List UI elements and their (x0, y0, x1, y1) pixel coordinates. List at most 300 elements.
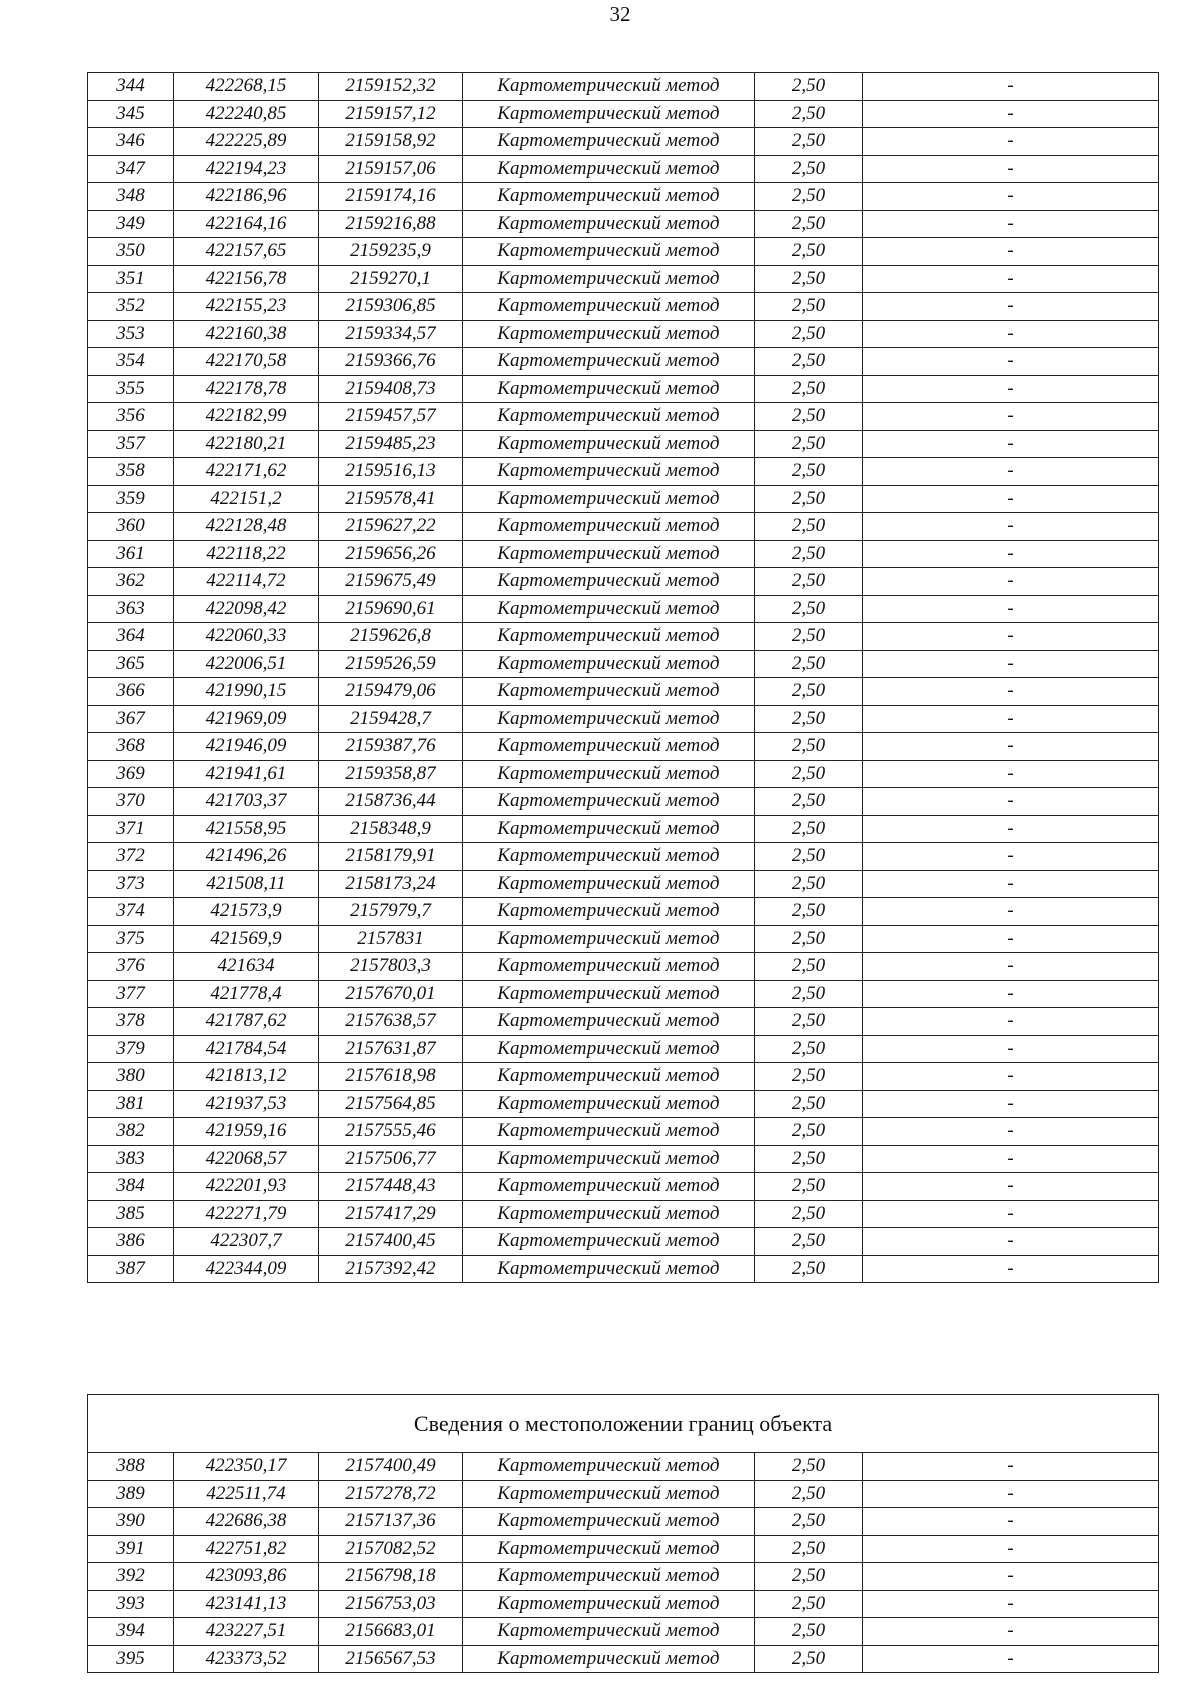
table-row (88, 953, 1159, 981)
table-row (88, 458, 1159, 486)
method-cell: Картометрический метод (463, 430, 755, 458)
y-coordinate-cell: 2158736,44 (319, 788, 463, 816)
table-row (88, 265, 1159, 293)
x-coordinate-cell: 421969,09 (174, 705, 319, 733)
y-coordinate-cell: 2159656,26 (319, 540, 463, 568)
x-coordinate-cell: 422194,23 (174, 155, 319, 183)
accuracy-cell: 2,50 (755, 650, 863, 678)
table-row (88, 155, 1159, 183)
point-number-cell: 395 (88, 1645, 174, 1673)
note-cell: - (863, 403, 1159, 431)
table-row (88, 733, 1159, 761)
accuracy-cell: 2,50 (755, 73, 863, 101)
note-cell: - (863, 265, 1159, 293)
method-cell: Картометрический метод (463, 1535, 755, 1563)
note-cell: - (863, 1535, 1159, 1563)
x-coordinate-cell: 422307,7 (174, 1228, 319, 1256)
point-number-cell: 377 (88, 980, 174, 1008)
note-cell: - (863, 430, 1159, 458)
point-number-cell: 390 (88, 1508, 174, 1536)
table-row (88, 705, 1159, 733)
x-coordinate-cell: 422225,89 (174, 128, 319, 156)
y-coordinate-cell: 2157400,45 (319, 1228, 463, 1256)
y-coordinate-cell: 2157506,77 (319, 1145, 463, 1173)
table-row (88, 293, 1159, 321)
point-number-cell: 393 (88, 1590, 174, 1618)
note-cell: - (863, 293, 1159, 321)
accuracy-cell: 2,50 (755, 1145, 863, 1173)
y-coordinate-cell: 2156798,18 (319, 1563, 463, 1591)
x-coordinate-cell: 421569,9 (174, 925, 319, 953)
y-coordinate-cell: 2159387,76 (319, 733, 463, 761)
y-coordinate-cell: 2157137,36 (319, 1508, 463, 1536)
table-row (88, 485, 1159, 513)
method-cell: Картометрический метод (463, 238, 755, 266)
point-number-cell: 387 (88, 1255, 174, 1283)
y-coordinate-cell: 2158348,9 (319, 815, 463, 843)
y-coordinate-cell: 2159158,92 (319, 128, 463, 156)
coordinates-table-body (88, 73, 1159, 1283)
x-coordinate-cell: 423227,51 (174, 1618, 319, 1646)
table-row (88, 568, 1159, 596)
accuracy-cell: 2,50 (755, 788, 863, 816)
note-cell: - (863, 1590, 1159, 1618)
boundary-table-body (88, 1395, 1159, 1673)
x-coordinate-cell: 422068,57 (174, 1145, 319, 1173)
method-cell: Картометрический метод (463, 1255, 755, 1283)
method-cell: Картометрический метод (463, 1480, 755, 1508)
accuracy-cell: 2,50 (755, 238, 863, 266)
y-coordinate-cell: 2159578,41 (319, 485, 463, 513)
point-number-cell: 345 (88, 100, 174, 128)
accuracy-cell: 2,50 (755, 403, 863, 431)
note-cell: - (863, 1508, 1159, 1536)
x-coordinate-cell: 421787,62 (174, 1008, 319, 1036)
x-coordinate-cell: 423093,86 (174, 1563, 319, 1591)
note-cell: - (863, 788, 1159, 816)
accuracy-cell: 2,50 (755, 485, 863, 513)
accuracy-cell: 2,50 (755, 293, 863, 321)
method-cell: Картометрический метод (463, 320, 755, 348)
point-number-cell: 380 (88, 1063, 174, 1091)
note-cell: - (863, 733, 1159, 761)
x-coordinate-cell: 422098,42 (174, 595, 319, 623)
accuracy-cell: 2,50 (755, 1508, 863, 1536)
accuracy-cell: 2,50 (755, 1118, 863, 1146)
method-cell: Картометрический метод (463, 1453, 755, 1481)
x-coordinate-cell: 422171,62 (174, 458, 319, 486)
point-number-cell: 361 (88, 540, 174, 568)
point-number-cell: 374 (88, 898, 174, 926)
point-number-cell: 364 (88, 623, 174, 651)
table-row (88, 238, 1159, 266)
table-row (88, 1508, 1159, 1536)
accuracy-cell: 2,50 (755, 1035, 863, 1063)
note-cell: - (863, 1645, 1159, 1673)
y-coordinate-cell: 2156683,01 (319, 1618, 463, 1646)
method-cell: Картометрический метод (463, 348, 755, 376)
method-cell: Картометрический метод (463, 843, 755, 871)
x-coordinate-cell: 421573,9 (174, 898, 319, 926)
note-cell: - (863, 1618, 1159, 1646)
point-number-cell: 392 (88, 1563, 174, 1591)
x-coordinate-cell: 422156,78 (174, 265, 319, 293)
x-coordinate-cell: 422118,22 (174, 540, 319, 568)
method-cell: Картометрический метод (463, 1645, 755, 1673)
table-row (88, 623, 1159, 651)
accuracy-cell: 2,50 (755, 210, 863, 238)
table-row (88, 403, 1159, 431)
point-number-cell: 355 (88, 375, 174, 403)
point-number-cell: 382 (88, 1118, 174, 1146)
boundary-table (87, 1394, 1159, 1673)
method-cell: Картометрический метод (463, 898, 755, 926)
table-row (88, 925, 1159, 953)
method-cell: Картометрический метод (463, 980, 755, 1008)
method-cell: Картометрический метод (463, 513, 755, 541)
accuracy-cell: 2,50 (755, 898, 863, 926)
method-cell: Картометрический метод (463, 1145, 755, 1173)
x-coordinate-cell: 422180,21 (174, 430, 319, 458)
point-number-cell: 370 (88, 788, 174, 816)
y-coordinate-cell: 2159516,13 (319, 458, 463, 486)
y-coordinate-cell: 2157392,42 (319, 1255, 463, 1283)
accuracy-cell: 2,50 (755, 568, 863, 596)
method-cell: Картометрический метод (463, 788, 755, 816)
table-row (88, 1228, 1159, 1256)
point-number-cell: 388 (88, 1453, 174, 1481)
y-coordinate-cell: 2157082,52 (319, 1535, 463, 1563)
method-cell: Картометрический метод (463, 1200, 755, 1228)
table-row (88, 595, 1159, 623)
table-row (88, 73, 1159, 101)
table-row (88, 1145, 1159, 1173)
table-row (88, 980, 1159, 1008)
x-coordinate-cell: 421508,11 (174, 870, 319, 898)
method-cell: Картометрический метод (463, 293, 755, 321)
method-cell: Картометрический метод (463, 485, 755, 513)
y-coordinate-cell: 2157638,57 (319, 1008, 463, 1036)
x-coordinate-cell: 422240,85 (174, 100, 319, 128)
point-number-cell: 379 (88, 1035, 174, 1063)
accuracy-cell: 2,50 (755, 953, 863, 981)
y-coordinate-cell: 2159235,9 (319, 238, 463, 266)
note-cell: - (863, 980, 1159, 1008)
x-coordinate-cell: 421703,37 (174, 788, 319, 816)
method-cell: Картометрический метод (463, 1035, 755, 1063)
point-number-cell: 359 (88, 485, 174, 513)
method-cell: Картометрический метод (463, 73, 755, 101)
x-coordinate-cell: 422178,78 (174, 375, 319, 403)
x-coordinate-cell: 421813,12 (174, 1063, 319, 1091)
table-row (88, 1063, 1159, 1091)
y-coordinate-cell: 2157417,29 (319, 1200, 463, 1228)
note-cell: - (863, 1035, 1159, 1063)
note-cell: - (863, 1200, 1159, 1228)
x-coordinate-cell: 421634 (174, 953, 319, 981)
accuracy-cell: 2,50 (755, 1618, 863, 1646)
note-cell: - (863, 210, 1159, 238)
table-row (88, 760, 1159, 788)
table-row (88, 320, 1159, 348)
y-coordinate-cell: 2157831 (319, 925, 463, 953)
x-coordinate-cell: 422751,82 (174, 1535, 319, 1563)
method-cell: Картометрический метод (463, 705, 755, 733)
accuracy-cell: 2,50 (755, 1255, 863, 1283)
note-cell: - (863, 513, 1159, 541)
accuracy-cell: 2,50 (755, 348, 863, 376)
x-coordinate-cell: 422160,38 (174, 320, 319, 348)
point-number-cell: 394 (88, 1618, 174, 1646)
note-cell: - (863, 595, 1159, 623)
y-coordinate-cell: 2159675,49 (319, 568, 463, 596)
note-cell: - (863, 1563, 1159, 1591)
point-number-cell: 366 (88, 678, 174, 706)
x-coordinate-cell: 421941,61 (174, 760, 319, 788)
accuracy-cell: 2,50 (755, 128, 863, 156)
y-coordinate-cell: 2158179,91 (319, 843, 463, 871)
point-number-cell: 348 (88, 183, 174, 211)
point-number-cell: 386 (88, 1228, 174, 1256)
table-row (88, 430, 1159, 458)
note-cell: - (863, 238, 1159, 266)
table-row (88, 210, 1159, 238)
note-cell: - (863, 898, 1159, 926)
note-cell: - (863, 155, 1159, 183)
y-coordinate-cell: 2156567,53 (319, 1645, 463, 1673)
accuracy-cell: 2,50 (755, 843, 863, 871)
accuracy-cell: 2,50 (755, 980, 863, 1008)
x-coordinate-cell: 422060,33 (174, 623, 319, 651)
table-row (88, 1118, 1159, 1146)
note-cell: - (863, 705, 1159, 733)
x-coordinate-cell: 422186,96 (174, 183, 319, 211)
x-coordinate-cell: 422157,65 (174, 238, 319, 266)
point-number-cell: 354 (88, 348, 174, 376)
point-number-cell: 353 (88, 320, 174, 348)
point-number-cell: 367 (88, 705, 174, 733)
x-coordinate-cell: 421946,09 (174, 733, 319, 761)
method-cell: Картометрический метод (463, 733, 755, 761)
note-cell: - (863, 1145, 1159, 1173)
x-coordinate-cell: 422006,51 (174, 650, 319, 678)
accuracy-cell: 2,50 (755, 733, 863, 761)
x-coordinate-cell: 421496,26 (174, 843, 319, 871)
point-number-cell: 347 (88, 155, 174, 183)
table-row (88, 650, 1159, 678)
accuracy-cell: 2,50 (755, 815, 863, 843)
y-coordinate-cell: 2157564,85 (319, 1090, 463, 1118)
table-row (88, 348, 1159, 376)
x-coordinate-cell: 422114,72 (174, 568, 319, 596)
x-coordinate-cell: 423373,52 (174, 1645, 319, 1673)
y-coordinate-cell: 2157979,7 (319, 898, 463, 926)
note-cell: - (863, 1480, 1159, 1508)
method-cell: Картометрический метод (463, 650, 755, 678)
table-title: Сведения о местоположении границ объекта (88, 1395, 1159, 1453)
y-coordinate-cell: 2157400,49 (319, 1453, 463, 1481)
note-cell: - (863, 1118, 1159, 1146)
method-cell: Картометрический метод (463, 1618, 755, 1646)
note-cell: - (863, 375, 1159, 403)
note-cell: - (863, 320, 1159, 348)
note-cell: - (863, 678, 1159, 706)
note-cell: - (863, 953, 1159, 981)
table-row (88, 1535, 1159, 1563)
method-cell: Картометрический метод (463, 815, 755, 843)
note-cell: - (863, 568, 1159, 596)
note-cell: - (863, 760, 1159, 788)
note-cell: - (863, 623, 1159, 651)
method-cell: Картометрический метод (463, 1508, 755, 1536)
note-cell: - (863, 1063, 1159, 1091)
y-coordinate-cell: 2159479,06 (319, 678, 463, 706)
x-coordinate-cell: 423141,13 (174, 1590, 319, 1618)
note-cell: - (863, 100, 1159, 128)
table-row (88, 1618, 1159, 1646)
accuracy-cell: 2,50 (755, 1453, 863, 1481)
y-coordinate-cell: 2157555,46 (319, 1118, 463, 1146)
y-coordinate-cell: 2157278,72 (319, 1480, 463, 1508)
accuracy-cell: 2,50 (755, 1008, 863, 1036)
note-cell: - (863, 183, 1159, 211)
method-cell: Картометрический метод (463, 925, 755, 953)
method-cell: Картометрический метод (463, 1090, 755, 1118)
method-cell: Картометрический метод (463, 100, 755, 128)
accuracy-cell: 2,50 (755, 705, 863, 733)
accuracy-cell: 2,50 (755, 760, 863, 788)
point-number-cell: 381 (88, 1090, 174, 1118)
accuracy-cell: 2,50 (755, 100, 863, 128)
y-coordinate-cell: 2159485,23 (319, 430, 463, 458)
note-cell: - (863, 1255, 1159, 1283)
table-row (88, 1480, 1159, 1508)
table-row (88, 1590, 1159, 1618)
point-number-cell: 385 (88, 1200, 174, 1228)
y-coordinate-cell: 2159526,59 (319, 650, 463, 678)
x-coordinate-cell: 422155,23 (174, 293, 319, 321)
method-cell: Картометрический метод (463, 540, 755, 568)
x-coordinate-cell: 422182,99 (174, 403, 319, 431)
method-cell: Картометрический метод (463, 1563, 755, 1591)
note-cell: - (863, 128, 1159, 156)
table-row (88, 1200, 1159, 1228)
method-cell: Картометрический метод (463, 1173, 755, 1201)
table-row (88, 898, 1159, 926)
point-number-cell: 376 (88, 953, 174, 981)
table-row (88, 1090, 1159, 1118)
y-coordinate-cell: 2159428,7 (319, 705, 463, 733)
accuracy-cell: 2,50 (755, 513, 863, 541)
note-cell: - (863, 815, 1159, 843)
method-cell: Картометрический метод (463, 128, 755, 156)
table-row (88, 1008, 1159, 1036)
point-number-cell: 356 (88, 403, 174, 431)
y-coordinate-cell: 2159626,8 (319, 623, 463, 651)
accuracy-cell: 2,50 (755, 320, 863, 348)
point-number-cell: 358 (88, 458, 174, 486)
accuracy-cell: 2,50 (755, 1645, 863, 1673)
method-cell: Картометрический метод (463, 1590, 755, 1618)
point-number-cell: 368 (88, 733, 174, 761)
accuracy-cell: 2,50 (755, 375, 863, 403)
x-coordinate-cell: 422151,2 (174, 485, 319, 513)
note-cell: - (863, 650, 1159, 678)
x-coordinate-cell: 421778,4 (174, 980, 319, 1008)
method-cell: Картометрический метод (463, 1063, 755, 1091)
y-coordinate-cell: 2157670,01 (319, 980, 463, 1008)
table-row (88, 100, 1159, 128)
y-coordinate-cell: 2159157,12 (319, 100, 463, 128)
y-coordinate-cell: 2158173,24 (319, 870, 463, 898)
x-coordinate-cell: 421937,53 (174, 1090, 319, 1118)
point-number-cell: 351 (88, 265, 174, 293)
point-number-cell: 365 (88, 650, 174, 678)
y-coordinate-cell: 2157618,98 (319, 1063, 463, 1091)
point-number-cell: 344 (88, 73, 174, 101)
x-coordinate-cell: 422128,48 (174, 513, 319, 541)
x-coordinate-cell: 422268,15 (174, 73, 319, 101)
accuracy-cell: 2,50 (755, 1063, 863, 1091)
accuracy-cell: 2,50 (755, 595, 863, 623)
method-cell: Картометрический метод (463, 403, 755, 431)
y-coordinate-cell: 2159157,06 (319, 155, 463, 183)
note-cell: - (863, 843, 1159, 871)
table-row (88, 678, 1159, 706)
table-row (88, 1645, 1159, 1673)
accuracy-cell: 2,50 (755, 1535, 863, 1563)
note-cell: - (863, 458, 1159, 486)
y-coordinate-cell: 2156753,03 (319, 1590, 463, 1618)
y-coordinate-cell: 2159457,57 (319, 403, 463, 431)
point-number-cell: 391 (88, 1535, 174, 1563)
accuracy-cell: 2,50 (755, 1480, 863, 1508)
method-cell: Картометрический метод (463, 155, 755, 183)
accuracy-cell: 2,50 (755, 265, 863, 293)
method-cell: Картометрический метод (463, 265, 755, 293)
note-cell: - (863, 1008, 1159, 1036)
table-row (88, 870, 1159, 898)
table-row (88, 1563, 1159, 1591)
point-number-cell: 349 (88, 210, 174, 238)
point-number-cell: 360 (88, 513, 174, 541)
table-row (88, 843, 1159, 871)
x-coordinate-cell: 421959,16 (174, 1118, 319, 1146)
x-coordinate-cell: 422170,58 (174, 348, 319, 376)
accuracy-cell: 2,50 (755, 155, 863, 183)
method-cell: Картометрический метод (463, 1228, 755, 1256)
point-number-cell: 352 (88, 293, 174, 321)
accuracy-cell: 2,50 (755, 458, 863, 486)
method-cell: Картометрический метод (463, 953, 755, 981)
method-cell: Картометрический метод (463, 375, 755, 403)
table-row (88, 183, 1159, 211)
point-number-cell: 384 (88, 1173, 174, 1201)
x-coordinate-cell: 422164,16 (174, 210, 319, 238)
y-coordinate-cell: 2159627,22 (319, 513, 463, 541)
note-cell: - (863, 1173, 1159, 1201)
method-cell: Картометрический метод (463, 568, 755, 596)
accuracy-cell: 2,50 (755, 678, 863, 706)
note-cell: - (863, 1090, 1159, 1118)
point-number-cell: 373 (88, 870, 174, 898)
x-coordinate-cell: 422350,17 (174, 1453, 319, 1481)
point-number-cell: 350 (88, 238, 174, 266)
point-number-cell: 371 (88, 815, 174, 843)
y-coordinate-cell: 2159408,73 (319, 375, 463, 403)
method-cell: Картометрический метод (463, 623, 755, 651)
x-coordinate-cell: 422201,93 (174, 1173, 319, 1201)
